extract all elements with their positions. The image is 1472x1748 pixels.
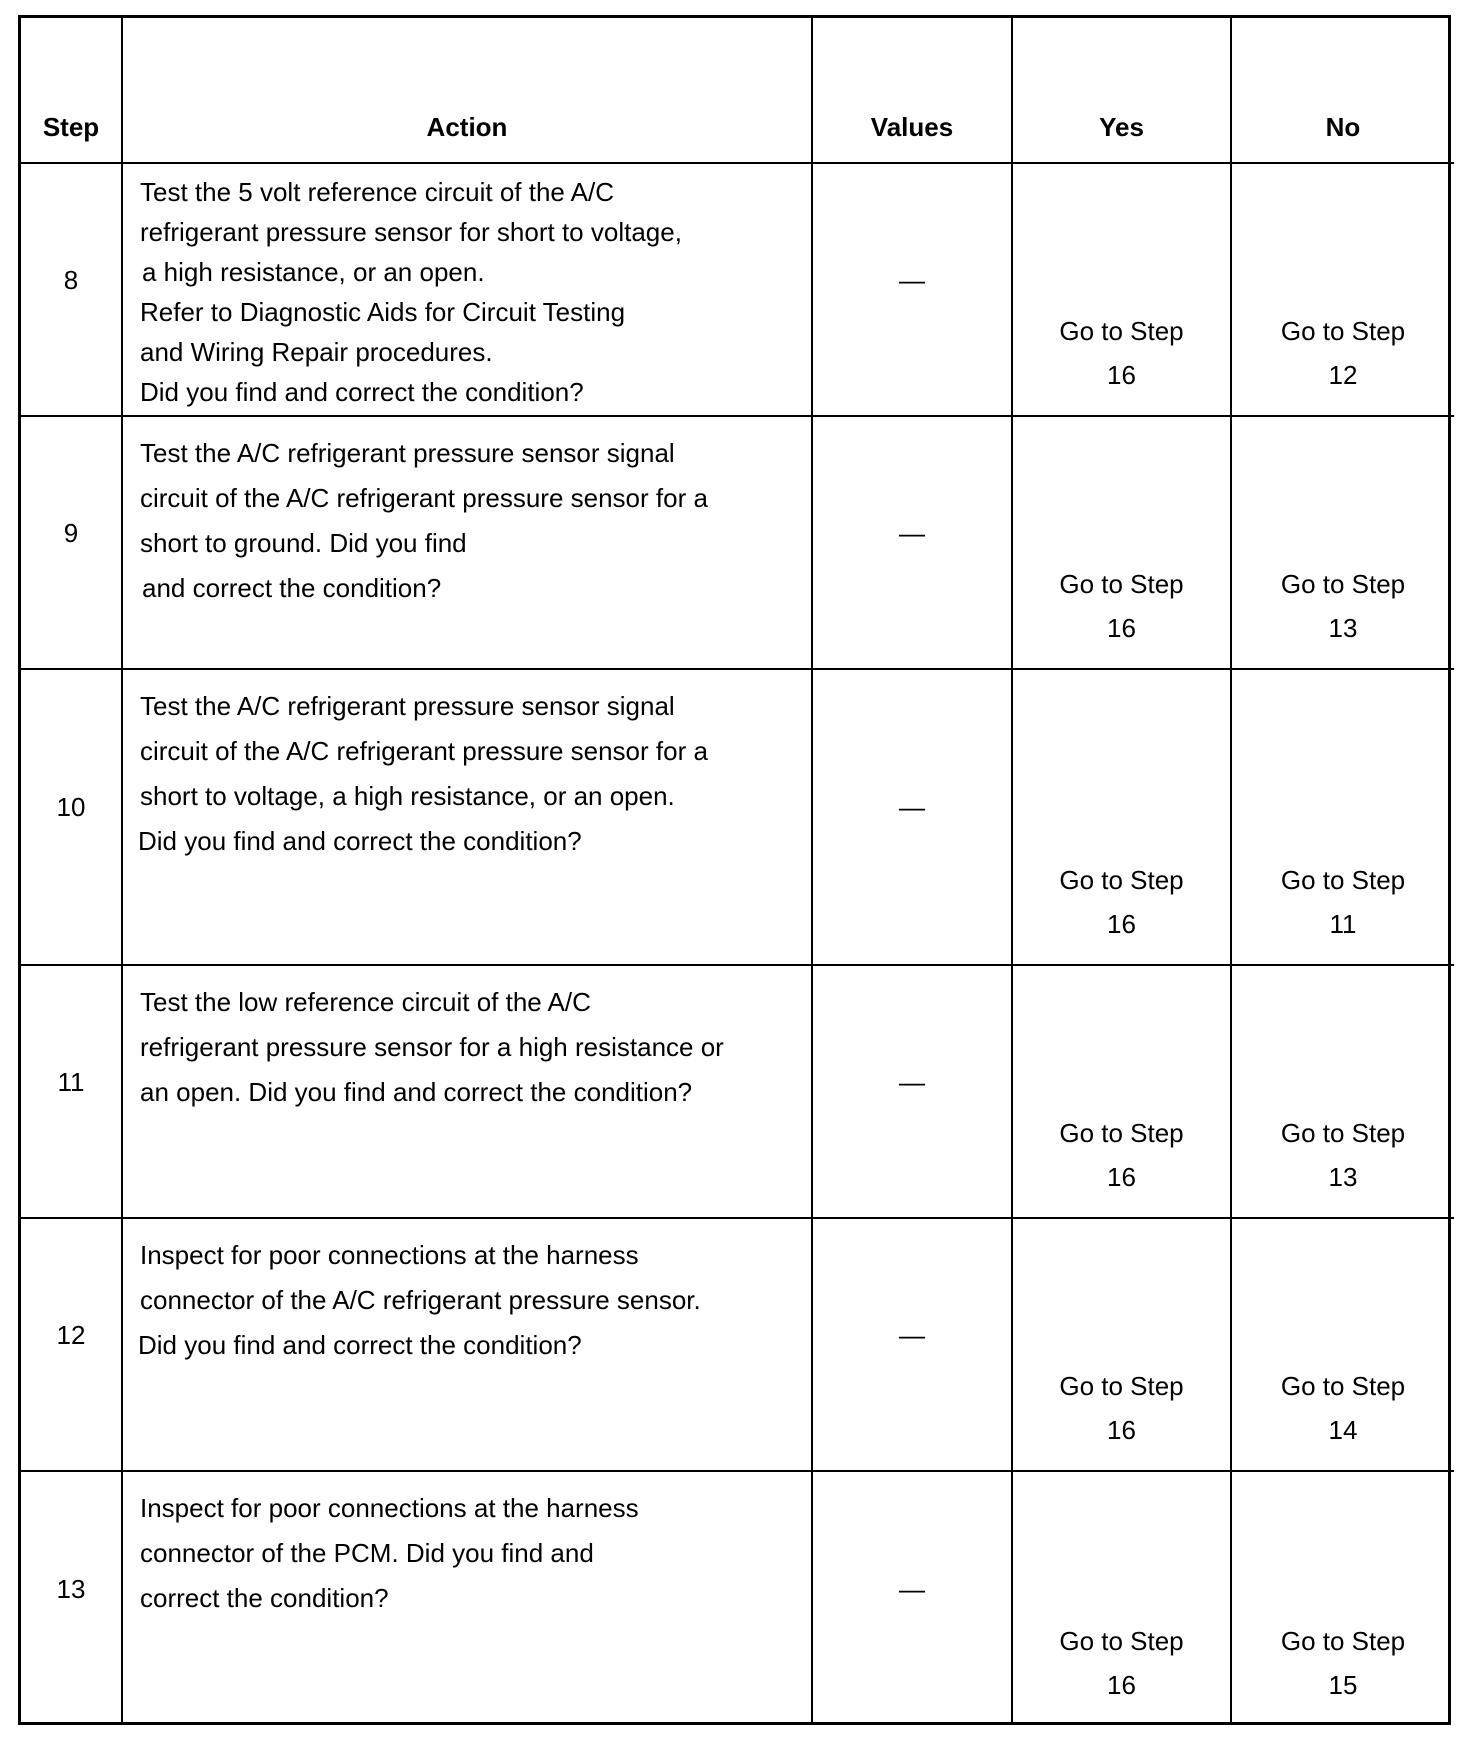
yes-cell xyxy=(1013,670,1232,966)
action-line: Test the 5 volt reference circuit of the A/C xyxy=(140,177,615,207)
no-goto-label: Go to Step xyxy=(1280,1118,1406,1148)
no-goto-label: Go to Step xyxy=(1280,316,1406,346)
action-line: Did you find and correct the condition? xyxy=(138,1330,582,1360)
value-text: — xyxy=(899,517,925,548)
action-line: connector of the PCM. Did you find and xyxy=(140,1538,594,1568)
action-line: a high resistance, or an open. xyxy=(142,257,485,287)
no-goto-label: Go to Step xyxy=(1280,1626,1406,1656)
action-cell xyxy=(123,670,813,966)
no-cell xyxy=(1232,1472,1454,1725)
yes-goto-label: Go to Step xyxy=(1059,316,1184,346)
header-yes-label: Yes xyxy=(1099,112,1144,142)
action-line: circuit of the A/C refrigerant pressure sensor for a xyxy=(140,483,708,513)
step-number-cell xyxy=(21,1219,123,1472)
action-cell xyxy=(123,1472,813,1725)
yes-goto-label: Go to Step xyxy=(1059,1626,1184,1656)
yes-goto-target: 16 xyxy=(1107,909,1136,939)
no-cell xyxy=(1232,417,1454,670)
value-cell xyxy=(813,164,1013,417)
header-step-label: Step xyxy=(42,112,100,142)
value-text: — xyxy=(899,1319,925,1350)
no-goto-target: 13 xyxy=(1328,613,1358,643)
value-text: — xyxy=(899,1066,925,1097)
action-line: Refer to Diagnostic Aids for Circuit Testing xyxy=(140,297,626,327)
step-number: 11 xyxy=(57,1066,85,1097)
no-cell xyxy=(1232,1219,1454,1472)
no-goto-target: 13 xyxy=(1328,1162,1358,1192)
step-number-cell xyxy=(21,417,123,670)
action-cell xyxy=(123,1219,813,1472)
yes-goto-label: Go to Step xyxy=(1059,1118,1184,1148)
step-number: 12 xyxy=(56,1319,86,1350)
header-values xyxy=(813,18,1013,164)
yes-cell xyxy=(1013,164,1232,417)
step-number: 8 xyxy=(63,264,79,295)
yes-cell xyxy=(1013,417,1232,670)
yes-goto-label: Go to Step xyxy=(1059,569,1184,599)
action-line: Test the A/C refrigerant pressure sensor signal xyxy=(140,438,675,468)
yes-goto-target: 16 xyxy=(1107,613,1136,643)
step-number-cell xyxy=(21,670,123,966)
no-goto-target: 12 xyxy=(1328,360,1358,390)
value-text: — xyxy=(899,264,925,295)
value-cell xyxy=(813,966,1013,1219)
header-yes xyxy=(1013,18,1232,164)
value-cell xyxy=(813,1472,1013,1725)
action-line: correct the condition? xyxy=(140,1583,389,1613)
action-line: circuit of the A/C refrigerant pressure sensor for a xyxy=(140,736,708,766)
action-cell xyxy=(123,966,813,1219)
yes-cell xyxy=(1013,966,1232,1219)
action-cell xyxy=(123,417,813,670)
value-cell xyxy=(813,417,1013,670)
action-line: Did you find and correct the condition? xyxy=(138,826,582,856)
action-line: Inspect for poor connections at the harness xyxy=(140,1493,639,1523)
header-action-label: Action xyxy=(426,112,508,142)
step-number-cell xyxy=(21,966,123,1219)
action-line: refrigerant pressure sensor for short to voltage, xyxy=(140,217,682,247)
header-no-label: No xyxy=(1325,112,1361,142)
yes-goto-target: 16 xyxy=(1107,1162,1136,1192)
header-no xyxy=(1232,18,1454,164)
diagnostic-table xyxy=(18,15,1451,1725)
action-line: an open. Did you find and correct the condition? xyxy=(140,1077,693,1107)
yes-goto-target: 16 xyxy=(1107,1670,1136,1700)
action-line: short to voltage, a high resistance, or an open. xyxy=(140,781,675,811)
action-line: refrigerant pressure sensor for a high resistance or xyxy=(140,1032,724,1062)
action-line: connector of the A/C refrigerant pressure sensor. xyxy=(140,1285,701,1315)
step-number: 13 xyxy=(56,1573,86,1604)
action-line: Test the A/C refrigerant pressure sensor signal xyxy=(140,691,675,721)
no-cell xyxy=(1232,164,1454,417)
header-step xyxy=(21,18,123,164)
no-goto-target: 11 xyxy=(1329,909,1357,939)
yes-goto-label: Go to Step xyxy=(1059,865,1184,895)
yes-cell xyxy=(1013,1472,1232,1725)
action-line: short to ground. Did you find xyxy=(140,528,467,558)
action-cell xyxy=(123,164,813,417)
yes-cell xyxy=(1013,1219,1232,1472)
action-line: Test the low reference circuit of the A/C xyxy=(140,987,591,1017)
action-line: Inspect for poor connections at the harness xyxy=(140,1240,639,1270)
header-action xyxy=(123,18,813,164)
action-line: and correct the condition? xyxy=(142,573,442,603)
action-line: Did you find and correct the condition? xyxy=(140,377,584,407)
no-cell xyxy=(1232,966,1454,1219)
value-text: — xyxy=(899,792,925,822)
no-goto-label: Go to Step xyxy=(1280,569,1406,599)
yes-goto-label: Go to Step xyxy=(1059,1371,1184,1401)
header-values-label: Values xyxy=(870,112,954,142)
no-goto-target: 14 xyxy=(1328,1415,1358,1445)
yes-goto-target: 16 xyxy=(1107,360,1136,390)
action-line: and Wiring Repair procedures. xyxy=(140,337,493,367)
value-cell xyxy=(813,670,1013,966)
value-text: — xyxy=(899,1573,925,1604)
step-number-cell xyxy=(21,164,123,417)
step-number-cell xyxy=(21,1472,123,1725)
no-cell xyxy=(1232,670,1454,966)
yes-goto-target: 16 xyxy=(1107,1415,1136,1445)
value-cell xyxy=(813,1219,1013,1472)
no-goto-label: Go to Step xyxy=(1280,1371,1406,1401)
no-goto-target: 15 xyxy=(1328,1670,1358,1700)
step-number: 10 xyxy=(56,792,86,822)
step-number: 9 xyxy=(63,517,79,548)
no-goto-label: Go to Step xyxy=(1280,865,1406,895)
